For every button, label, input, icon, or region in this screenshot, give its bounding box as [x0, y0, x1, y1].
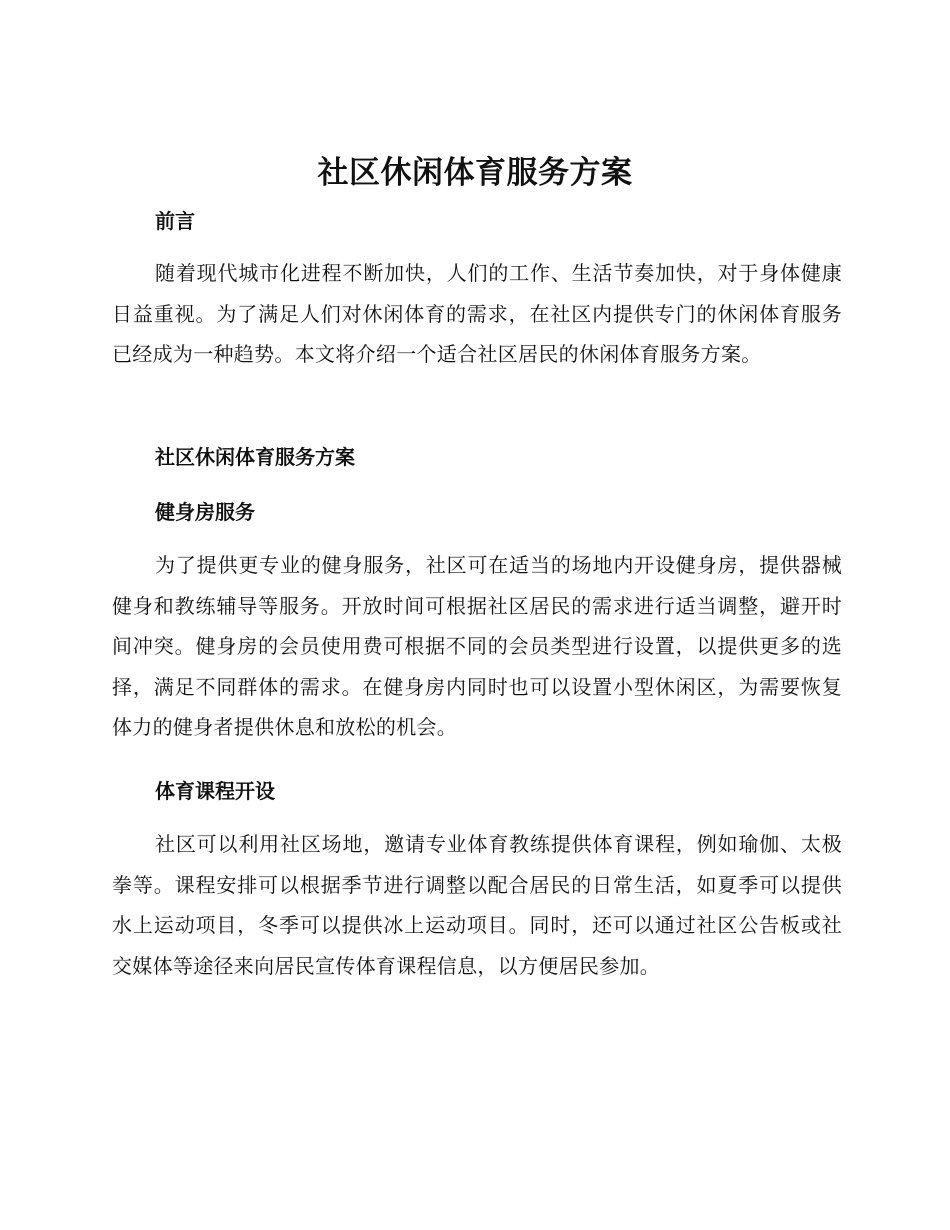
section-heading-courses: 体育课程开设 [155, 779, 275, 803]
section-heading-plan: 社区休闲体育服务方案 [155, 445, 355, 469]
section-heading-preface: 前言 [155, 209, 195, 233]
section-heading-gym: 健身房服务 [155, 500, 255, 524]
document-title: 社区休闲体育服务方案 [317, 155, 633, 191]
paragraph-courses: 社区可以利用社区场地，邀请专业体育教练提供体育课程，例如瑜伽、太极拳等。课程安排可以根据季节进行调整以配合居民的日常生活，如夏季可以提供水上运动项目，冬季可以提供冰上运动项目。同时，还可以通过社区公告板或社交媒体等途径来向居民宣传体育课程信息，以方便居民参加。 [112, 832, 842, 978]
paragraph-gym: 为了提供更专业的健身服务，社区可在适当的场地内开设健身房，提供器械健身和教练辅导等服务。开放时间可根据社区居民的需求进行适当调整，避开时间冲突。健身房的会员使用费可根据不同的会员类型进行设置，以提供更多的选择，满足不同群体的需求。在健身房内同时也可以设置小型休闲区，为需要恢复体力的健身者提供休息和放松的机会。 [112, 553, 842, 739]
paragraph-preface: 随着现代城市化进程不断加快，人们的工作、生活节奏加快，对于身体健康日益重视。为了满足人们对休闲体育的需求，在社区内提供专门的休闲体育服务已经成为一种趋势。本文将介绍一个适合社区居民的休闲体育服务方案。 [112, 261, 842, 366]
